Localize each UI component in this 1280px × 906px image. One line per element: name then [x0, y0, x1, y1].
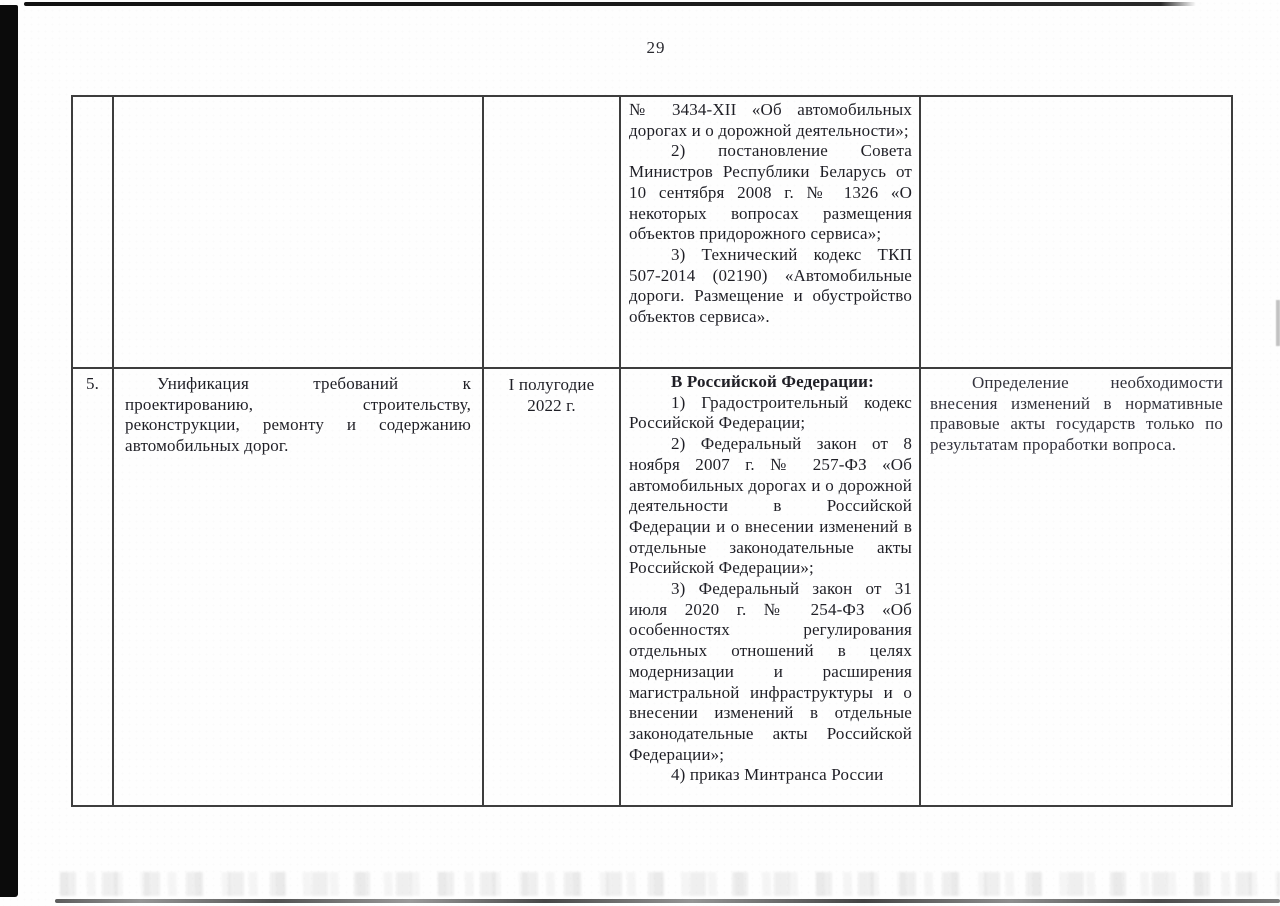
legal-acts-table [71, 95, 1233, 807]
scan-artifact-bottom-edge-line [55, 899, 1280, 903]
table-cell-result [921, 369, 1231, 805]
legal-item-4: 4) приказ Минтранса России [671, 765, 884, 785]
result-text: Определение необходимости внесения изменений в нормативные правовые акты государств только по результатам проработки вопроса. [930, 373, 1223, 455]
legal-item-2: 2) Федеральный закон от 8 ноября 2007 г. № 257-ФЗ «Об автомобильных дорогах и о дорожной деятельности в Российской Федерации и о внесении изменений в отдельные законодательные акты Российской Федерации»; [629, 434, 912, 578]
task-description: Унификация требований к проектированию, строительству, реконструкции, ремонту и содержанию автомобильных дорог. [125, 374, 471, 456]
page-number: 29 [646, 38, 666, 57]
table-cell-legal-basis [621, 369, 921, 805]
legal-item-1: 1) Градостроительный кодекс Российской Федерации; [629, 392, 912, 433]
table-cell-term [484, 369, 621, 805]
row-number: 5. [85, 374, 100, 393]
legal-basis-heading: В Российской Федерации: [671, 372, 874, 391]
table-cell-task-empty [114, 97, 484, 369]
table-cell-task [114, 369, 484, 805]
scan-artifact-top-edge-line [24, 2, 1196, 6]
table-cell-term-empty [484, 97, 621, 369]
legal-item-3: 3) Федеральный закон от 31 июля 2020 г. № 254-ФЗ «Об особенностях регулирования отдельных отношений в целях модернизации и расширения магистральной инфраструктуры и о внесении изменений в отдельные законодательные акты Российской Федерации»; [629, 579, 912, 764]
scan-artifact-bottom-noise-band [60, 872, 1280, 896]
table-cell-row-number [73, 369, 114, 805]
table-cell-result-empty [921, 97, 1231, 369]
legal-item-2: 2) постановление Совета Министров Республики Беларусь от 10 сентября 2008 г. № 1326 «О некоторых вопросах размещения объектов придорожного сервиса»; [629, 141, 912, 244]
scan-artifact-right-edge-mark [1276, 300, 1280, 346]
legal-item-3: 3) Технический кодекс ТКП 507-2014 (02190) «Автомобильные дороги. Размещение и обустройство объектов сервиса». [629, 244, 912, 327]
term-line-2: 2022 г. [527, 395, 576, 415]
term-line-1: I полугодие [508, 375, 595, 394]
scan-artifact-left-black-strip [0, 5, 18, 897]
table-cell-row-number-empty [73, 97, 114, 369]
table-cell-legal-basis-continuation [621, 97, 921, 369]
legal-text-fragment: № 3434-XII «Об автомобильных дорогах и о дорожной деятельности»; [629, 100, 912, 140]
